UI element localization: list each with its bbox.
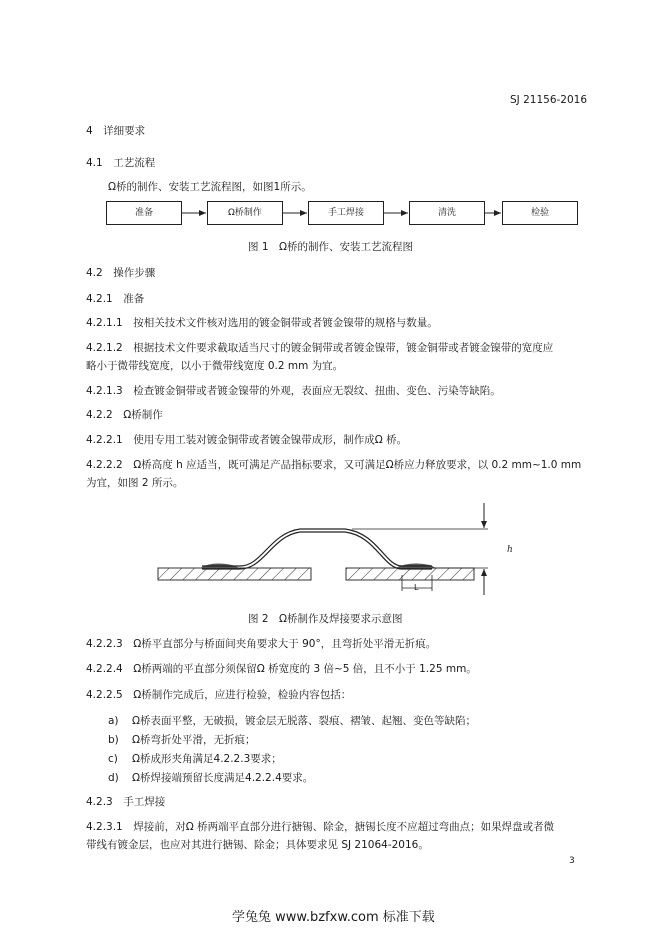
figure-2-diagram <box>0 495 662 605</box>
section-4-2-title: 4.2 操作步骤 <box>86 267 156 279</box>
flow-step-inspection: 检验 <box>502 201 578 225</box>
figure-1-caption: 图 1 Ω桥的制作、安装工艺流程图 <box>248 241 414 253</box>
omega-bridge-ribbon-top <box>202 529 432 566</box>
section-4-title: 4 详细要求 <box>86 125 146 137</box>
paragraph-4-2-2-5: 4.2.2.5 Ω桥制作完成后，应进行检验，检验内容包括： <box>86 689 352 701</box>
checklist-marker-a: a) <box>108 715 119 727</box>
figure-2-label-h: h <box>507 545 513 555</box>
paragraph-4-2-1-2-line1: 4.2.1.2 根据技术文件要求截取适当尺寸的镀金铜带或者镀金镍带，镀金铜带或者镀金镍带的宽度应 <box>86 342 554 354</box>
checklist-item-c: Ω桥成形夹角满足4.2.2.3要求； <box>132 753 282 765</box>
flow-step-prepare: 准备 <box>106 201 182 225</box>
page-number: 3 <box>569 856 575 866</box>
paragraph-4-2-1-2-line2: 略小于微带线宽度，以小于微带线宽度 0.2 mm 为宜。 <box>86 360 344 372</box>
left-substrate <box>158 568 311 580</box>
section-4-1-intro: Ω桥的制作、安装工艺流程图，如图1所示。 <box>108 181 312 193</box>
right-substrate <box>346 568 474 580</box>
section-4-2-1-title: 4.2.1 准备 <box>86 293 145 305</box>
paragraph-4-2-2-2-line2: 为宜，如图 2 所示。 <box>86 477 184 489</box>
figure-2-caption: 图 2 Ω桥制作及焊接要求示意图 <box>248 613 403 625</box>
checklist-item-a: Ω桥表面平整，无破损，镀金层无脱落、裂痕、褶皱、起翘、变色等缺陷； <box>132 715 477 727</box>
section-4-2-2-title: 4.2.2 Ω桥制作 <box>86 409 163 421</box>
figure-2-label-l: L <box>414 583 419 592</box>
footer-watermark: 学兔兔 www.bzfxw.com 标准下载 <box>232 910 435 925</box>
checklist-marker-d: d) <box>108 772 119 784</box>
paragraph-4-2-1-1: 4.2.1.1 按相关技术文件核对选用的镀金铜带或者镀金镍带的规格与数量。 <box>86 317 438 329</box>
flow-step-omega-bridge-making: Ω桥制作 <box>207 201 283 225</box>
standard-number: SJ 21156-2016 <box>510 94 588 106</box>
checklist-marker-c: c) <box>108 753 118 765</box>
omega-bridge-ribbon-bottom <box>202 532 432 569</box>
paragraph-4-2-2-2-line1: 4.2.2.2 Ω桥高度 h 应适当，既可满足产品指标要求，又可满足Ω桥应力释放要求，以 0.2 mm~1.0 mm <box>86 459 582 471</box>
checklist-marker-b: b) <box>108 734 119 746</box>
paragraph-4-2-2-4: 4.2.2.4 Ω桥两端的平直部分须保留Ω 桥宽度的 3 倍~5 倍，且不小于 1.25 mm。 <box>86 663 477 675</box>
flow-step-manual-soldering: 手工焊接 <box>308 201 384 225</box>
flow-arrows <box>0 0 662 240</box>
section-4-1-title: 4.1 工艺流程 <box>86 157 156 169</box>
paragraph-4-2-3-1-line2: 带线有镀金层，也应对其进行搪锡、除金；具体要求见 SJ 21064-2016。 <box>86 839 429 851</box>
paragraph-4-2-3-1-line1: 4.2.3.1 焊接前，对Ω 桥两端平直部分进行搪锡、除金，搪锡长度不应超过弯曲点；如果焊盘或者微 <box>86 821 555 833</box>
checklist-item-b: Ω桥弯折处平滑，无折痕； <box>132 734 256 746</box>
paragraph-4-2-1-3: 4.2.1.3 检查镀金铜带或者镀金镍带的外观，表面应无裂纹、扭曲、变色、污染等缺陷。 <box>86 385 501 397</box>
flow-step-cleaning: 清洗 <box>409 201 485 225</box>
paragraph-4-2-2-1: 4.2.2.1 使用专用工装对镀金铜带或者镀金镍带成形，制作成Ω 桥。 <box>86 434 408 446</box>
paragraph-4-2-2-3: 4.2.2.3 Ω桥平直部分与桥面间夹角要求大于 90°，且弯折处平滑无折痕。 <box>86 638 437 650</box>
checklist-item-d: Ω桥焊接端预留长度满足4.2.2.4要求。 <box>132 772 314 784</box>
section-4-2-3-title: 4.2.3 手工焊接 <box>86 796 166 808</box>
